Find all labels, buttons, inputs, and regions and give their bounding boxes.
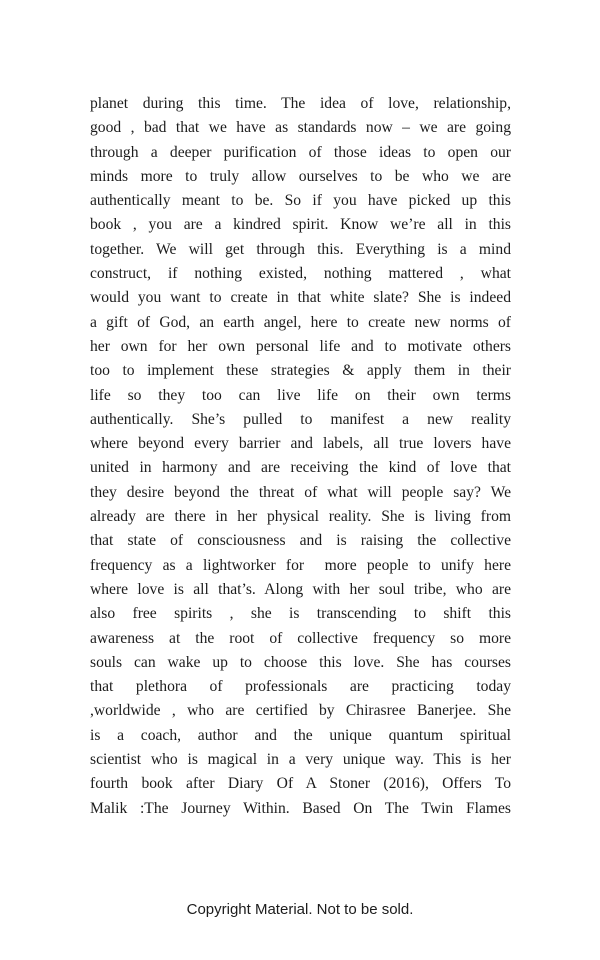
text-line: fourth book after Diary Of A Stoner (2016), Offers To [90,775,511,793]
text-line: would you want to create in that white slate? She is indeed [90,289,511,307]
text-line: good , bad that we have as standards now – we are going [90,119,511,137]
copyright-notice: Copyright Material. Not to be sold. [186,901,414,918]
text-line: authentically. She’s pulled to manifest a new reality [90,410,511,428]
text-line: also free spirits , she is transcending to shift this [90,605,511,623]
text-line: a gift of God, an earth angel, here to create new norms of [90,313,511,331]
text-line: is a coach, author and the unique quantum spiritual [90,726,511,744]
text-line: too to implement these strategies & apply them in their [90,362,511,380]
text-line: planet during this time. The idea of love, relationship, [90,95,511,112]
text-line: Malik :The Journey Within. Based On The Twin Flames [90,799,511,817]
text-line: minds more to truly allow ourselves to be who we are [90,167,511,185]
text-line: frequency as a lightworker for more people to unify here [90,556,511,574]
text-line: they desire beyond the threat of what will people say? We [90,483,511,501]
text-line: book , you are a kindred spirit. Know we’re all in this [90,216,511,234]
text-line: where beyond every barrier and labels, all true lovers have [90,435,511,453]
text-line: life so they too can live life on their own terms [90,386,511,404]
text-line: already are there in her physical reality. She is living from [90,508,511,526]
text-line: through a deeper purification of those ideas to open our [90,143,511,161]
text-line: souls can wake up to choose this love. She has courses [90,653,511,671]
text-line: that plethora of professionals are practicing today [90,678,511,696]
text-line: scientist who is magical in a very unique way. This is her [90,751,511,769]
text-line: authentically meant to be. So if you have picked up this [90,192,511,210]
text-line: united in harmony and are receiving the kind of love that [90,459,511,477]
text-line: where love is all that’s. Along with her soul tribe, who are [90,580,511,598]
text-line: that state of consciousness and is raising the collective [90,532,511,550]
text-line: together. We will get through this. Everything is a mind [90,240,511,258]
body-text [90,92,511,821]
text-line: her own for her own personal life and to motivate others [90,337,511,355]
text-line: ,worldwide , who are certified by Chirasree Banerjee. She [90,702,511,720]
text-line: construct, if nothing existed, nothing mattered , what [90,265,511,283]
text-line: awareness at the root of collective frequency so more [90,629,511,647]
